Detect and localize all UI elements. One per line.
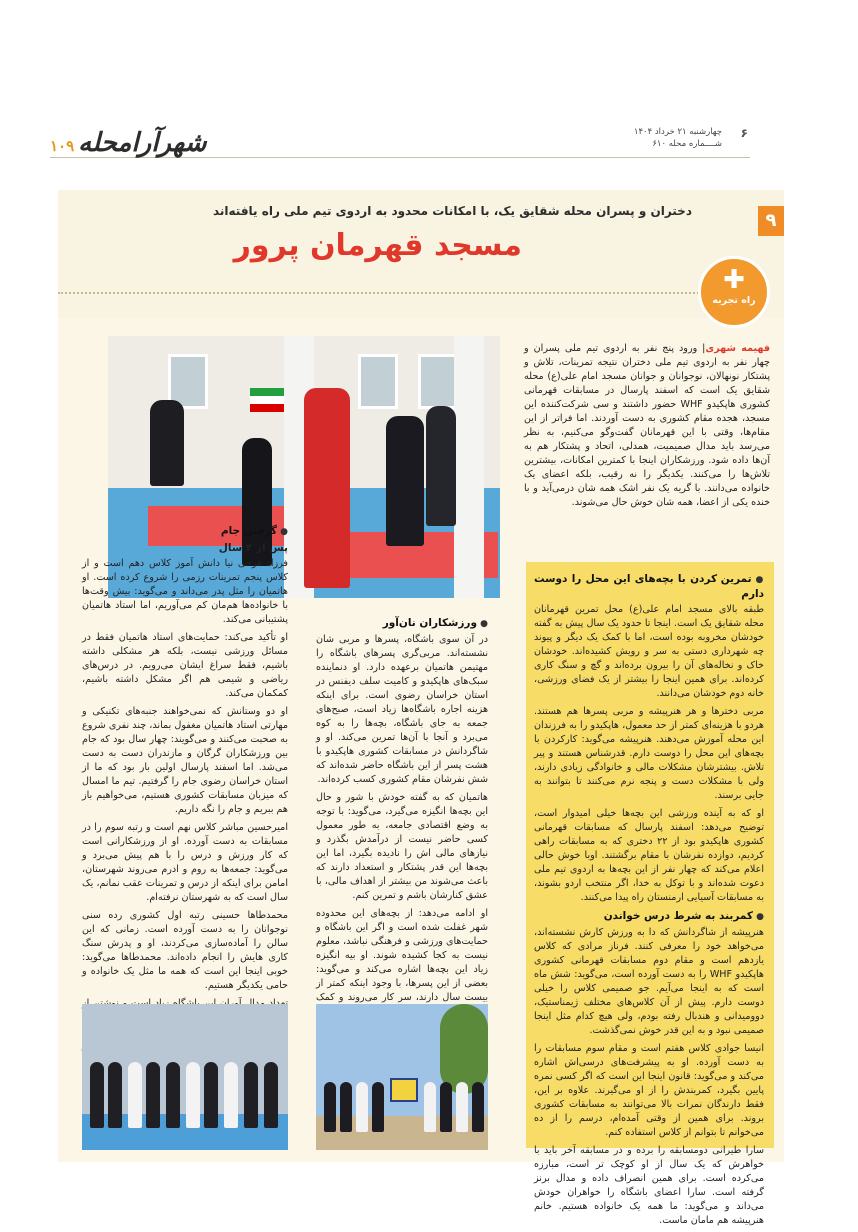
- photo-person: [264, 1062, 278, 1128]
- photo-plaque: [390, 1078, 418, 1102]
- section-number-tab: ۹: [758, 206, 784, 236]
- section-heading: ● گرفتن جام: [82, 524, 288, 539]
- left-column: [82, 524, 288, 1085]
- photo-person: [186, 1062, 200, 1128]
- section-heading: ● کمربند به شرط درس خواندن: [534, 909, 764, 924]
- photo-person: [426, 406, 456, 526]
- magazine-logo: [50, 112, 207, 158]
- paragraph: فرزاد فرخی نیا دانش آموز کلاس دهم است و از کلاس پنجم تمرینات رزمی را شروع کرده است. او هاتمیان را مثل پدر می‌داند و می‌گوید: بیش وقت‌ها با خانواده‌ها هم‌مان کم می‌آوریم، اما استاد هاتمیان پشتیبانی می‌کند.: [82, 558, 288, 625]
- paragraph: هنرپیشه از شاگردانش که دا به ورزش کارش نشسته‌اند، می‌خواهد خود را معرفی کنند. فرناز مرادی که کلاس یازدهم است و مقام دوم مسابقات قهرمانی کشوری هاپکیدو WHF را به دست آورده است، می‌گوید: شش ماه است که به اینجا می‌آیم. جو صمیمی کلاس را خیلی دوست دارم. پیش از آن کلاس‌های مختلف ژیمناستیک، دوومیدانی و هندبال رفته بودم، ولی هیچ کدام مثل اینجا صمیمی نبود و به این قدر خوش نمی‌گذشت.: [534, 927, 764, 1036]
- photo-person: [424, 1082, 436, 1132]
- photo-person: [146, 1062, 160, 1128]
- photo-window: [358, 354, 398, 409]
- issue-meta: [634, 126, 722, 150]
- paragraph: او دو وستانش که نمی‌خواهند جنبه‌های تکنیکی و مهارتی استاد هاتمیان مغفول بماند، چند نفری شروع به صحبت می‌کنند و می‌گویند: چهار سال بود که جام بین ورزشکاران گرگان و مازندران دست به دست می‌شد. اما اسفند پارسال اولین بار بود که ما از استان خراسان رضوی جام را گرفتیم. تیم ما امسال که میزبان مسابقات کشوری هستیم، می‌خواهیم باز هم ببریم و جام را نگه داریم.: [82, 706, 288, 815]
- photo-person: [440, 1082, 452, 1132]
- middle-column: [316, 614, 488, 1065]
- issue-date: چهارشنبه ۲۱ خرداد ۱۴۰۴: [633, 127, 722, 137]
- paragraph: مربی دختر‌ها و هر هنرپیشه و مربی پسرها هم هستند. هردو با هزینه‌ای کمتر از حد معمول، هاپکیدو را به فرزندان این محله آموزش می‌دهند. هنرپیشه می‌گوید: کارکردن با بچه‌های این محل را دوست دارم. قدرشناس هستند و پیر تلاش. بیشترشان مشکلات مالی و خانوادگی زیادی دارند، ولی با مشکلات دست و پنجه نرم می‌کنند تا بتوانند به جایی برسند.: [534, 706, 764, 801]
- paragraph: سارا طیرانی دومسابقه را برده و در مسابقه آخر باید با خواهرش که یک سال از او کوچک تر است، مبارزه می‌کرده است. برای همین انصراف داده و مدال برنز گرفته است. سارا اعضای باشگاه را خواهران خودش می‌داند و می‌گوید: ما همه یک خانواده هستیم. خانم هنرپیشه هم مامان ماست.: [534, 1145, 764, 1226]
- logo-title: شهرآرامحله: [78, 128, 207, 158]
- paragraph: محمدطاها حسینی رتبه اول کشوری رده سنی نوجوانان را به دست آورده است. زمانی که این سالن را آماده‌سازی می‌کردند، او و پدرش سنگ کاری هایش را انجام داده‌اند. محمدطاها می‌گوید: خوبی اینجا این است که همه ما مثل یک خانواده و حامی یکدیگر هستیم.: [82, 910, 288, 991]
- photo-pillar: [454, 336, 484, 598]
- paragraph: در آن سوی باشگاه، پسرها و مربی شان نشسته‌اند. مربی‌گری پسرهای باشگاه را مهتیمن هاتمیان برعهده دارد. او دنماینده سبک‌های هاپکیدو و کامیت سلف دیفنس در استان خراسان رضوی است. برای اینکه هزینه اجاره باشگاه‌ها زیاد است، صبح‌های جمعه به جای باشگاه، بچه‌ها را به کوه می‌برد و آنجا با آن‌ها تمرین می‌کند. او و شاگردانش در مسابقات کشوری هاپکیدو با هشت پسر از این باشگاه حاضر شده‌اند که شش نفرشان مقام کشوری کسب کرده‌اند.: [316, 634, 488, 785]
- right-column: [534, 570, 764, 1232]
- photo-person: [324, 1082, 336, 1132]
- photo-person: [204, 1062, 218, 1128]
- logo-issue-number: ۱۰۹: [50, 137, 75, 155]
- page-number: ۶: [740, 126, 748, 140]
- paragraph: هاتمیان که به گفته خودش با شور و حال این بچه‌ها انگیزه می‌گیرد، می‌گوید: با توجه به وضع اقتصادی جامعه، به طور معمول کسی حاضر نیست از درآمدش بگذرد و نیازهای مالی اش را نادیده بگیرد، اما این بچه‌ها این قدر پشتکار و استعداد دارند که باعث می‌شوند من بیشتر از اهداف مالی، با عشق کنارشان باشم و تمرین کنم.: [316, 792, 488, 901]
- photo-person: [166, 1062, 180, 1128]
- photo-person: [128, 1062, 142, 1128]
- article-subtitle: دختران و پسران محله شقایق یک، با امکانات محدود به اردوی تیم ملی راه یافته‌اند: [212, 204, 692, 218]
- flag-icon: [250, 388, 284, 412]
- page-header: [50, 112, 750, 158]
- photo-person: [456, 1082, 468, 1132]
- photo-person: [224, 1062, 238, 1128]
- section-heading: ● تمرین کردن با بچه‌های این محل را دوست دارم: [534, 572, 764, 601]
- intro-text: | ورود پنج نفر به اردوی تیم ملی پسران و چهار نفر به اردوی تیم ملی دختران نتیجه تمرینات، تلاش و پشتکار نونهالان، نوجوانان و جوانان مسجد امام علی(ع) محله شقایق یک است که اسفند پارسال در مسابقات قهرمانی کشوری هاپکیدو WHF حضور داشتند و سی شرکت‌کننده این مسجد، هجده مقام کشوری به دست آوردند. اما فراتر از این مقام‌ها، وقتی با این قهرمانان گفت‌وگو می‌کنیم، به نظر می‌رسد باید مدال صمیمیت، همدلی، اتحاد و پشتکار هم به آن‌ها داده شود. ورزشکاران اینجا با کمترین امکانات، بیشترین تلاش‌ها را می‌کنند. یکدیگر را نه رقیب، بلکه اعضای یک خانواده می‌دانند. با گریه یک نفر اشک همه شان درمی‌آید و با خنده یکی از اعضا، همه شان خوش حال می‌شوند.: [524, 343, 770, 508]
- photo-person: [244, 1062, 258, 1128]
- photo-person: [372, 1082, 384, 1132]
- paragraph: انیسا جوادی کلاس هفتم است و مقام سوم مسابقات را به دست آورده. او به پیشرفت‌های درسی‌اش اشاره می‌کند و می‌گوید: قانون اینجا این است که اگر کسی نمره پایین بگیرد، کمربندش را از او می‌گیرند. علاوه بر این، فقط دارندگان نمرات بالا می‌توانند به مسابقات کشوری بروند. برای همین از وقتی آمده‌ام، درسم را از ده می‌خوانم تا بتوانم از کلاس استفاده کنم.: [534, 1043, 764, 1138]
- photo-person: [340, 1082, 352, 1132]
- issue-number: شــــماره محله ۶۱۰: [652, 139, 722, 149]
- photo-person: [472, 1082, 484, 1132]
- section-heading: ● ورزشکاران نان‌آور: [316, 616, 488, 631]
- section-heading-line2: پس از ۴ سال: [218, 542, 288, 554]
- photo-person: [150, 400, 184, 486]
- photo-person: [90, 1062, 104, 1128]
- paragraph: او که به آینده ورزشی این بچه‌ها خیلی امیدوار است، توضیح می‌دهد: اسفند پارسال که مسابقات قهرمانی کشوری هاپکیدو بود از ۲۲ دختری که به مسابقات راهی کردیم، دوازده نفرشان با مقام برگشتند. اوبا خوش حالی اعلام می‌کند که چهار نفر از این بچه‌ها به اردوی تیم ملی دعوت شده‌اند و با توکل به خدا، اگر منتخب اردو بشوند، به مسابقات آسیایی ارمنستان راه پیدا می‌کنند.: [534, 808, 764, 903]
- photo-person: [108, 1062, 122, 1128]
- paragraph: او تأکید می‌کند: حمایت‌های استاد هاتمیان فقط در مسائل ورزشی نیست، بلکه هر مشکلی داشته باشیم، فقط سراغ ایشان می‌رویم. در درس‌های ریاضی و شیمی هم اگر مشکل داشته باشیم، کمکمان می‌کند.: [82, 632, 288, 699]
- intro-paragraph: [524, 342, 770, 510]
- badge-label: راه تجربه: [712, 295, 756, 306]
- photo-boys-team: [316, 1004, 488, 1150]
- intro-column: [524, 342, 770, 514]
- author-name: فهیمه شهری: [705, 343, 770, 354]
- photo-window: [418, 354, 458, 409]
- title-divider: [58, 292, 718, 294]
- paragraph: امیرحسین مباشر کلاس نهم است و رتبه سوم را در مسابقات به دست آورده. او از ورزشکارانی است که کار ورزش و درس را با هم پیش می‌برد و می‌گوید: جمعه‌ها به روم و ادرم می‌روند شهرستان، امامن برای اینکه از درس و تمرینات عقب نمانم، یک سال است که به شهرستان نرفته‌ام.: [82, 822, 288, 903]
- title-zone: [58, 190, 784, 318]
- article-title: مسجد قهرمان پرور: [233, 228, 522, 263]
- photo-person: [304, 388, 350, 588]
- article: [58, 190, 784, 1226]
- photo-person: [356, 1082, 368, 1132]
- photo-person: [386, 416, 424, 546]
- paragraph: طبقه بالای مسجد امام علی(ع) محل تمرین قهرمانان محله شقایق یک است. اینجا تا حدود یک سال پیش به گفته خودشان مخروبه بوده است، اما با کمک یک دیگر و پیوند چه شهرداری دستی به سر و رویش کشیده‌اند. خودشان خاک و نخاله‌های آن را بیرون برده‌اند و گچ و سنگ کاری کرده‌اند. برای همین اینجا را بیشتر از یک فضای ورزشی، خانه دوم خودشان می‌دانند.: [534, 604, 764, 699]
- paragraph: او ادامه می‌دهد: از بچه‌های این محدوده شهر غفلت شده است و اگر این باشگاه و حمایت‌های ورزشی و فرهنگی نباشد، معلوم نیست به کجا کشیده شوند. او بیه انگیزه زیاد این بچه‌ها اشاره می‌کند و می‌گوید: بعضی از این پسرها، با وجود اینکه کمتر از بیست سال دارند، سر کار می‌روند و کمک: [316, 908, 488, 1003]
- photo-girls-team: [82, 1004, 288, 1150]
- puzzle-icon: ✚: [723, 265, 745, 295]
- section-badge: [698, 256, 770, 328]
- photo-tree: [440, 1004, 488, 1094]
